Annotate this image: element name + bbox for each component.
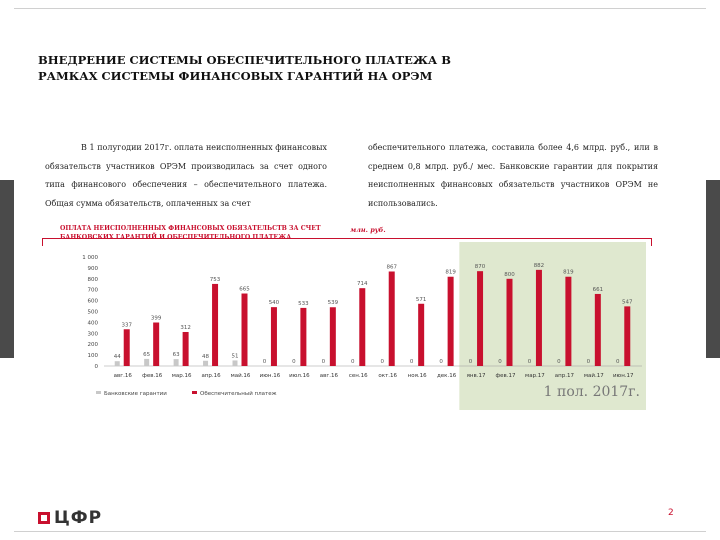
data-label-security-payment: 753 <box>209 276 221 283</box>
bar-security-payment <box>565 277 571 366</box>
y-tick-label: 800 <box>87 276 98 283</box>
bottom-rule <box>14 531 706 532</box>
paragraph-right: обеспечительного платежа, составила более 4,6 млрд. руб., или в среднем 0,8 млрд. руб./ мес. Банковские гарантии для покрытия неисполненных финансовых обязательств участников ОРЭМ не использовались. <box>368 143 658 208</box>
bar-security-payment <box>330 307 336 366</box>
data-label-security-payment: 547 <box>622 299 633 306</box>
x-tick-label: июн.17 <box>612 373 634 379</box>
bar-bank-guarantee <box>203 361 208 366</box>
chart-caption: ОПЛАТА НЕИСПОЛНЕННЫХ ФИНАНСОВЫХ ОБЯЗАТЕЛЬСТВ ЗА СЧЕТ <box>60 225 321 232</box>
slide-title: ВНЕДРЕНИЕ СИСТЕМЫ ОБЕСПЕЧИТЕЛЬНОГО ПЛАТЕЖА В РАМКАХ СИСТЕМЫ ФИНАНСОВЫХ ГАРАНТИЙ НА ОРЭМ <box>38 53 452 83</box>
data-label-bank-guarantee: 0 <box>321 359 326 365</box>
data-label-security-payment: 800 <box>504 271 515 278</box>
legend-label-security-payment: Обеспечительный платеж <box>200 391 277 397</box>
data-label-security-payment: 312 <box>180 324 191 331</box>
bar-security-payment <box>418 304 424 366</box>
bar-security-payment <box>595 294 601 366</box>
y-tick-label: 900 <box>87 265 98 272</box>
data-label-security-payment: 819 <box>445 269 456 276</box>
bar-security-payment <box>212 284 218 366</box>
x-tick-label: дек.16 <box>436 373 457 379</box>
data-label-bank-guarantee: 44 <box>113 354 121 361</box>
bar-security-payment <box>624 306 630 366</box>
y-tick-label: 0 <box>94 364 98 370</box>
y-tick-label: 400 <box>87 320 98 327</box>
data-label-security-payment: 661 <box>592 286 604 293</box>
data-label-security-payment: 665 <box>239 286 250 293</box>
legend-label-bank-guarantee: Банковские гарантии <box>104 391 167 397</box>
chart-units: млн. руб. <box>350 226 386 234</box>
bar-security-payment <box>124 329 130 366</box>
page-number: 2 <box>668 508 674 518</box>
data-label-bank-guarantee: 0 <box>498 359 502 365</box>
y-tick-label: 500 <box>87 309 98 316</box>
bar-security-payment <box>389 271 395 366</box>
bar-bank-guarantee <box>115 361 120 366</box>
x-tick-label: апр.16 <box>201 373 221 379</box>
x-tick-label: июн.16 <box>259 373 281 379</box>
legend-swatch-bank-guarantee <box>96 391 101 394</box>
data-label-bank-guarantee: 0 <box>409 359 414 365</box>
data-label-bank-guarantee: 51 <box>231 353 239 360</box>
bar-security-payment <box>507 279 513 366</box>
bar-security-payment <box>153 323 159 366</box>
bar-security-payment <box>242 294 248 366</box>
bar-security-payment <box>183 332 189 366</box>
data-label-security-payment: 870 <box>474 264 486 271</box>
logo-mark-icon <box>38 512 50 524</box>
bar-security-payment <box>271 307 277 366</box>
data-label-security-payment: 867 <box>386 264 397 271</box>
period-label: 1 пол. 2017г. <box>543 384 640 400</box>
data-label-security-payment: 533 <box>298 300 309 307</box>
y-tick-label: 700 <box>87 287 98 294</box>
paragraph-left: В 1 полугодии 2017г. оплата неисполненных финансовых обязательств участников ОРЭМ производилась за счет одного типа финансового обеспечения – обеспечительного платежа. Общая сумма обязательств, оплаченных за счет <box>45 143 327 208</box>
data-label-security-payment: 571 <box>415 296 427 303</box>
data-label-bank-guarantee: 0 <box>439 359 443 365</box>
data-label-bank-guarantee: 0 <box>351 359 355 365</box>
logo-text: ЦФР <box>54 508 103 528</box>
y-tick-label: 200 <box>87 342 98 349</box>
bar-bank-guarantee <box>233 360 238 366</box>
x-tick-label: апр.17 <box>554 373 574 379</box>
data-label-bank-guarantee: 0 <box>557 359 561 365</box>
y-tick-label: 600 <box>87 298 98 305</box>
x-tick-label: фев.17 <box>495 373 516 379</box>
logo <box>38 508 102 528</box>
x-tick-label: мар.16 <box>171 373 192 379</box>
bar-security-payment <box>300 308 306 366</box>
x-tick-label: мар.17 <box>525 373 545 379</box>
data-label-bank-guarantee: 0 <box>586 359 591 365</box>
data-label-security-payment: 337 <box>121 322 132 329</box>
data-label-bank-guarantee: 0 <box>527 359 532 365</box>
y-tick-label: 300 <box>87 331 98 338</box>
bar-security-payment <box>448 277 454 366</box>
legend-swatch-security-payment <box>192 391 197 394</box>
bar-security-payment <box>359 288 365 366</box>
data-label-security-payment: 399 <box>150 315 162 322</box>
data-label-bank-guarantee: 65 <box>143 351 151 358</box>
bar-security-payment <box>477 271 483 366</box>
x-tick-label: ноя.16 <box>407 373 427 379</box>
data-label-bank-guarantee: 0 <box>468 359 473 365</box>
x-tick-label: сен.16 <box>348 373 368 379</box>
data-label-bank-guarantee: 48 <box>202 353 210 360</box>
data-label-bank-guarantee: 0 <box>380 359 384 365</box>
data-label-bank-guarantee: 0 <box>292 359 296 365</box>
bar-security-payment <box>536 270 542 366</box>
x-tick-label: июл.16 <box>289 373 310 379</box>
data-label-security-payment: 539 <box>327 300 339 307</box>
x-tick-label: авг.16 <box>319 373 338 379</box>
x-tick-label: янв.17 <box>466 373 486 379</box>
data-label-bank-guarantee: 0 <box>262 359 267 365</box>
x-tick-label: май.17 <box>583 373 604 379</box>
x-tick-label: окт.16 <box>378 373 398 379</box>
data-label-security-payment: 540 <box>268 300 280 307</box>
bar-bank-guarantee <box>174 359 179 366</box>
y-tick-label: 100 <box>87 353 98 360</box>
x-tick-label: фев.16 <box>142 373 163 379</box>
x-tick-label: авг.16 <box>113 373 132 379</box>
data-label-security-payment: 714 <box>357 281 368 288</box>
data-label-security-payment: 819 <box>563 269 574 276</box>
data-label-bank-guarantee: 63 <box>172 352 180 359</box>
data-label-bank-guarantee: 0 <box>616 359 620 365</box>
data-label-security-payment: 882 <box>533 262 545 269</box>
bar-bank-guarantee <box>144 359 149 366</box>
y-tick-label: 1 000 <box>82 255 98 261</box>
x-tick-label: май.16 <box>230 373 251 379</box>
